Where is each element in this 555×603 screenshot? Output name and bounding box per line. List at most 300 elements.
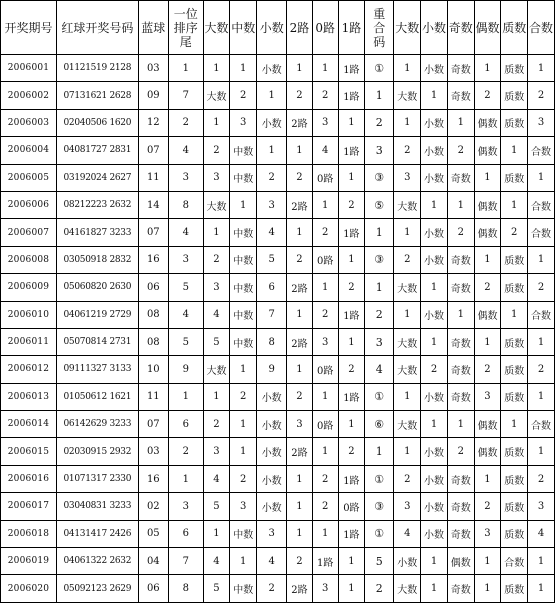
issue-number: 2006011 (1, 328, 57, 355)
route0: 1 (312, 274, 338, 301)
odd-count: 奇数 (447, 164, 474, 191)
issue-number: 2006005 (1, 164, 57, 191)
composite-count: 3 (528, 109, 555, 136)
blue-ball: 10 (138, 356, 168, 383)
small-count-2: 1 (421, 411, 448, 438)
route1: 1路 (338, 383, 364, 410)
even-count: 偶数 (474, 137, 501, 164)
issue-number: 2006007 (1, 219, 57, 246)
big-count: 3 (203, 164, 230, 191)
first-tail: 6 (168, 520, 203, 547)
route2: 2路 (287, 328, 312, 355)
repeat-code: ③ (364, 246, 393, 273)
first-tail: 7 (168, 548, 203, 575)
first-tail: 4 (168, 137, 203, 164)
even-count: 1 (474, 55, 501, 82)
mid-count: 3 (230, 493, 257, 520)
composite-count: 2 (528, 274, 555, 301)
small-count-2: 小数 (421, 383, 448, 410)
repeat-code: ① (364, 520, 393, 547)
even-count: 1 (474, 575, 501, 602)
odd-count: 奇数 (447, 55, 474, 82)
route1: 1路 (338, 82, 364, 109)
prime-count: 质数 (501, 356, 528, 383)
repeat-code: 1 (364, 438, 393, 465)
mid-count: 中数 (230, 575, 257, 602)
composite-count: 1 (528, 328, 555, 355)
composite-count: 2 (528, 82, 555, 109)
prime-count: 质数 (501, 82, 528, 109)
small-count-2: 1 (421, 274, 448, 301)
repeat-code: ① (364, 465, 393, 492)
red-balls: 05070814 2731 (56, 328, 138, 355)
composite-count: 3 (528, 493, 555, 520)
first-tail: 8 (168, 191, 203, 218)
red-balls: 04161827 3233 (56, 219, 138, 246)
composite-count: 合数 (528, 411, 555, 438)
prime-count: 质数 (501, 164, 528, 191)
even-count: 3 (474, 520, 501, 547)
big-count-2: 大数 (394, 356, 421, 383)
composite-count: 合数 (528, 301, 555, 328)
big-count-2: 大数 (394, 274, 421, 301)
first-tail: 1 (168, 383, 203, 410)
composite-count: 2 (528, 356, 555, 383)
red-balls: 01071317 2330 (56, 465, 138, 492)
odd-count: 2 (447, 219, 474, 246)
route0: 1路 (312, 548, 338, 575)
table-row (1, 109, 555, 136)
big-count-2: 2 (394, 465, 421, 492)
blue-ball: 11 (138, 164, 168, 191)
route1: 1 (338, 548, 364, 575)
big-count: 4 (203, 301, 230, 328)
repeat-code: ⑥ (364, 411, 393, 438)
route0: 0路 (312, 164, 338, 191)
small-count: 7 (257, 301, 287, 328)
route0: 2 (312, 219, 338, 246)
first-tail: 8 (168, 575, 203, 602)
composite-count: 1 (528, 383, 555, 410)
small-count-2: 小数 (421, 246, 448, 273)
route0: 0路 (312, 356, 338, 383)
composite-count: 1 (528, 575, 555, 602)
route2: 1 (287, 356, 312, 383)
big-count-2: 大数 (394, 575, 421, 602)
red-balls: 04061322 2632 (56, 548, 138, 575)
issue-number: 2006004 (1, 137, 57, 164)
red-balls: 04131417 2426 (56, 520, 138, 547)
route1: 1路 (338, 301, 364, 328)
mid-count: 2 (230, 465, 257, 492)
table-row (1, 137, 555, 164)
table-row (1, 575, 555, 602)
big-count: 大数 (203, 82, 230, 109)
odd-count: 2 (447, 438, 474, 465)
big-count-2: 3 (394, 493, 421, 520)
route1: 2 (338, 191, 364, 218)
even-count: 2 (474, 82, 501, 109)
issue-number: 2006006 (1, 191, 57, 218)
odd-count: 奇数 (447, 465, 474, 492)
odd-count: 奇数 (447, 356, 474, 383)
route0: 2 (312, 465, 338, 492)
big-count: 5 (203, 575, 230, 602)
blue-ball: 02 (138, 493, 168, 520)
route1: 1 (338, 575, 364, 602)
table-row (1, 411, 555, 438)
small-count: 1 (257, 137, 287, 164)
red-balls: 09111327 3133 (56, 356, 138, 383)
big-count: 4 (203, 548, 230, 575)
small-count-2: 1 (421, 548, 448, 575)
small-count: 小数 (257, 109, 287, 136)
route0: 2 (312, 493, 338, 520)
issue-header: 开奖期号 (1, 1, 57, 55)
mid-count: 1 (230, 548, 257, 575)
blue-ball: 03 (138, 55, 168, 82)
even-count: 偶数 (474, 411, 501, 438)
big-count-2: 1 (394, 219, 421, 246)
table-row (1, 219, 555, 246)
odd-count: 奇数 (447, 274, 474, 301)
blue-ball: 03 (138, 438, 168, 465)
route1: 0路 (338, 493, 364, 520)
mid-count: 2 (230, 383, 257, 410)
even-header: 偶数 (474, 1, 501, 55)
issue-number: 2006002 (1, 82, 57, 109)
prime-count: 质数 (501, 438, 528, 465)
prime-count: 1 (501, 411, 528, 438)
table-row (1, 548, 555, 575)
table-row (1, 274, 555, 301)
red-balls: 02030915 2932 (56, 438, 138, 465)
even-count: 1 (474, 246, 501, 273)
repeat-code: 1 (364, 274, 393, 301)
big-count-2: 4 (394, 520, 421, 547)
even-count: 偶数 (474, 109, 501, 136)
small-count-2: 2 (421, 356, 448, 383)
repeat-code: 2 (364, 301, 393, 328)
prime-count: 质数 (501, 465, 528, 492)
big-count: 2 (203, 411, 230, 438)
even-count: 2 (474, 493, 501, 520)
repeat-code: 4 (364, 356, 393, 383)
route2: 1 (287, 493, 312, 520)
route0: 1 (312, 438, 338, 465)
issue-number: 2006019 (1, 548, 57, 575)
first-tail: 1 (168, 55, 203, 82)
route1: 1路 (338, 465, 364, 492)
mid-count: 中数 (230, 274, 257, 301)
repeat-code: 2 (364, 109, 393, 136)
big2-header: 大数 (394, 1, 421, 55)
mid-count: 1 (230, 55, 257, 82)
first-tail: 4 (168, 301, 203, 328)
route1: 1路 (338, 219, 364, 246)
route1: 1 (338, 328, 364, 355)
big-count: 1 (203, 109, 230, 136)
repeat-code: ③ (364, 493, 393, 520)
small-count-2: 小数 (421, 219, 448, 246)
big-count-2: 1 (394, 55, 421, 82)
small-count: 3 (257, 191, 287, 218)
route2-header: 2路 (287, 1, 312, 55)
even-count: 1 (474, 548, 501, 575)
route1: 1 (338, 411, 364, 438)
mid-count: 1 (230, 438, 257, 465)
big-count-2: 1 (394, 383, 421, 410)
small-count-2: 小数 (421, 137, 448, 164)
first-tail: 2 (168, 109, 203, 136)
big-count: 1 (203, 520, 230, 547)
repeat-code: ③ (364, 164, 393, 191)
red-balls: 02040506 1620 (56, 109, 138, 136)
small-count-2: 1 (421, 328, 448, 355)
route1: 1 (338, 164, 364, 191)
mid-count: 中数 (230, 301, 257, 328)
route2: 2 (287, 82, 312, 109)
odd-count: 1 (447, 109, 474, 136)
repeat-code: 5 (364, 548, 393, 575)
small-count: 小数 (257, 55, 287, 82)
repeat-code-header: 重合码 (364, 1, 393, 55)
small-header: 小数 (257, 1, 287, 55)
big-count: 1 (203, 383, 230, 410)
table-row (1, 356, 555, 383)
blue-ball: 12 (138, 109, 168, 136)
small-count: 小数 (257, 438, 287, 465)
route0: 1 (312, 520, 338, 547)
big-count: 1 (203, 55, 230, 82)
mid-count: 1 (230, 191, 257, 218)
big-count: 5 (203, 493, 230, 520)
composite-count: 1 (528, 438, 555, 465)
composite-count: 1 (528, 55, 555, 82)
red-balls: 08212223 2632 (56, 191, 138, 218)
issue-number: 2006003 (1, 109, 57, 136)
table-body (1, 55, 555, 603)
small-count-2: 小数 (421, 55, 448, 82)
red-balls: 07131621 2628 (56, 82, 138, 109)
mid-count: 中数 (230, 137, 257, 164)
composite-count: 合数 (528, 191, 555, 218)
big-count-2: 1 (394, 438, 421, 465)
odd-count: 奇数 (447, 246, 474, 273)
mid-count: 中数 (230, 219, 257, 246)
composite-count: 合数 (528, 137, 555, 164)
issue-number: 2006008 (1, 246, 57, 273)
route2: 1 (287, 55, 312, 82)
prime-count: 质数 (501, 246, 528, 273)
small-count: 6 (257, 274, 287, 301)
route0: 0路 (312, 246, 338, 273)
big-count-2: 大数 (394, 191, 421, 218)
composite-count: 1 (528, 548, 555, 575)
first-tail: 3 (168, 493, 203, 520)
blue-ball: 16 (138, 246, 168, 273)
route2: 1 (287, 219, 312, 246)
table-row (1, 520, 555, 547)
mid-count: 2 (230, 82, 257, 109)
big-count-2: 大数 (394, 328, 421, 355)
composite-count: 合数 (528, 219, 555, 246)
route0: 2 (312, 301, 338, 328)
small-count-2: 小数 (421, 438, 448, 465)
route1: 1路 (338, 137, 364, 164)
small-count: 5 (257, 246, 287, 273)
route2: 1 (287, 301, 312, 328)
route1: 2 (338, 438, 364, 465)
route1: 1路 (338, 520, 364, 547)
repeat-code: ① (364, 55, 393, 82)
red-balls: 05060820 2630 (56, 274, 138, 301)
issue-number: 2006018 (1, 520, 57, 547)
route1-header: 1路 (338, 1, 364, 55)
small-count-2: 小数 (421, 164, 448, 191)
prime-count: 1 (501, 301, 528, 328)
route2: 1 (287, 520, 312, 547)
blue-ball: 07 (138, 219, 168, 246)
even-count: 1 (474, 465, 501, 492)
mid-count: 中数 (230, 328, 257, 355)
blue-ball: 07 (138, 137, 168, 164)
big-count: 2 (203, 246, 230, 273)
even-count: 偶数 (474, 438, 501, 465)
small-count-2: 1 (421, 191, 448, 218)
small2-header: 小数 (421, 1, 448, 55)
repeat-code: ⑤ (364, 191, 393, 218)
odd-count: 1 (447, 301, 474, 328)
route2: 2 (287, 383, 312, 410)
red-balls: 03040831 3233 (56, 493, 138, 520)
small-count: 小数 (257, 411, 287, 438)
prime-count: 质数 (501, 55, 528, 82)
route0: 1 (312, 383, 338, 410)
odd-count: 2 (447, 137, 474, 164)
odd-count: 偶数 (447, 548, 474, 575)
prime-count: 质数 (501, 328, 528, 355)
big-count-2: 2 (394, 246, 421, 273)
route2: 1 (287, 465, 312, 492)
repeat-code: 1 (364, 82, 393, 109)
table-row (1, 493, 555, 520)
prime-count: 质数 (501, 575, 528, 602)
prime-count: 质数 (501, 383, 528, 410)
route0: 2 (312, 82, 338, 109)
prime-count: 质数 (501, 109, 528, 136)
mid-count: 中数 (230, 520, 257, 547)
big-count: 1 (203, 219, 230, 246)
route2: 2 (287, 164, 312, 191)
mid-count: 中数 (230, 246, 257, 273)
prime-count: 1 (501, 191, 528, 218)
issue-number: 2006015 (1, 438, 57, 465)
mid-count: 1 (230, 356, 257, 383)
blue-ball: 11 (138, 383, 168, 410)
big-count-2: 3 (394, 164, 421, 191)
table-row (1, 438, 555, 465)
odd-count: 1 (447, 191, 474, 218)
big-count: 大数 (203, 191, 230, 218)
route0: 3 (312, 575, 338, 602)
prime-count: 质数 (501, 520, 528, 547)
route0: 3 (312, 328, 338, 355)
composite-count: 4 (528, 520, 555, 547)
repeat-code: 1 (364, 219, 393, 246)
big-count-2: 大数 (394, 82, 421, 109)
route0: 4 (312, 137, 338, 164)
issue-number: 2006016 (1, 465, 57, 492)
composite-header: 合数 (528, 1, 555, 55)
red-balls: 01121519 2128 (56, 55, 138, 82)
small-count: 小数 (257, 493, 287, 520)
composite-count: 2 (528, 465, 555, 492)
route2: 3 (287, 411, 312, 438)
prime-count: 合数 (501, 548, 528, 575)
red-balls: 05092123 2629 (56, 575, 138, 602)
even-count: 偶数 (474, 301, 501, 328)
small-count-2: 小数 (421, 493, 448, 520)
issue-number: 2006010 (1, 301, 57, 328)
red-balls: 06142629 3233 (56, 411, 138, 438)
big-count-2: 2 (394, 137, 421, 164)
even-count: 2 (474, 356, 501, 383)
big-count: 5 (203, 328, 230, 355)
big-header: 大数 (203, 1, 230, 55)
odd-count: 奇数 (447, 493, 474, 520)
small-count: 小数 (257, 383, 287, 410)
red-balls: 04061219 2729 (56, 301, 138, 328)
big-count-2: 1 (394, 109, 421, 136)
small-count: 3 (257, 520, 287, 547)
red-balls: 01050612 1621 (56, 383, 138, 410)
big-count: 2 (203, 137, 230, 164)
big-count: 3 (203, 438, 230, 465)
blue-ball: 16 (138, 465, 168, 492)
odd-count: 1 (447, 411, 474, 438)
small-count: 1 (257, 82, 287, 109)
composite-count: 1 (528, 164, 555, 191)
prime-count: 1 (501, 137, 528, 164)
even-count: 偶数 (474, 191, 501, 218)
small-count-2: 小数 (421, 109, 448, 136)
blue-ball-header: 蓝球 (138, 1, 168, 55)
blue-ball: 07 (138, 411, 168, 438)
odd-count: 奇数 (447, 575, 474, 602)
small-count: 8 (257, 328, 287, 355)
route2: 2路 (287, 575, 312, 602)
small-count: 2 (257, 575, 287, 602)
repeat-code: 3 (364, 137, 393, 164)
first-tail: 2 (168, 438, 203, 465)
blue-ball: 08 (138, 301, 168, 328)
issue-number: 2006009 (1, 274, 57, 301)
even-count: 3 (474, 383, 501, 410)
red-balls-header: 红球开奖号码 (56, 1, 138, 55)
route2: 1 (287, 137, 312, 164)
small-count-2: 1 (421, 575, 448, 602)
small-count: 小数 (257, 465, 287, 492)
odd-count: 奇数 (447, 328, 474, 355)
first-tail: 1 (168, 465, 203, 492)
route2: 2路 (287, 109, 312, 136)
route1: 1 (338, 246, 364, 273)
route2: 2路 (287, 274, 312, 301)
first-tail: 6 (168, 411, 203, 438)
small-count: 4 (257, 548, 287, 575)
odd-count: 奇数 (447, 520, 474, 547)
